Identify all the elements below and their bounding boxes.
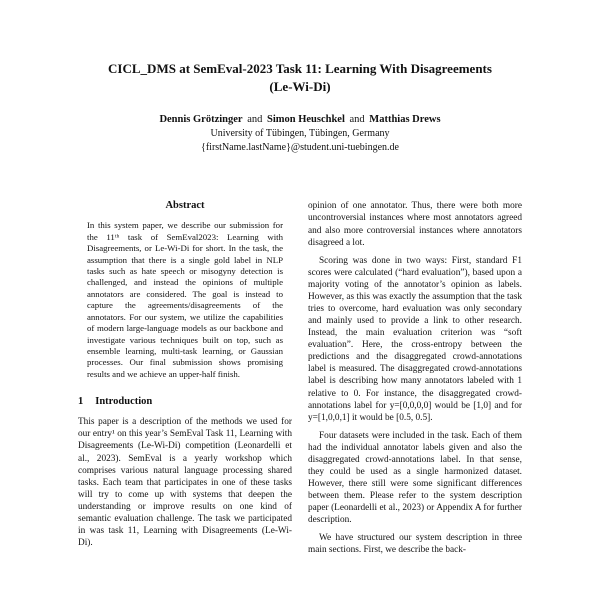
author-name-3: Matthias Drews [369,114,441,126]
right-paragraph-2: Scoring was done in two ways: First, standard F1 scores were calculated (“hard evaluation”), based upon a majority voting of the annotator’s opinion as labels. However, as this was exactly the assumption that the task tries to overcome, hard evaluation was only secondary and mainly used to provide a link to other research. Instead, the main evaluation criterion was “soft evaluation”. Here, the cross-entropy between the predictions and the disaggregated crowd-annotations label is measured. The disaggregated crowd-annotations label is describing how many annotators labeled with 1 relative to 0. For instance, the disaggregated crowd-annotations label for y=[0,0,0,0] would be [1,0] and for y=[1,0,0,1] it would be [0.5, 0.5]. [308,255,522,423]
author-name-2: Simon Heuschkel [266,114,345,126]
section-number: 1 [78,396,84,408]
abstract-text: In this system paper, we describe our submission for the 11ᵗʰ task of SemEval2023: Learning with Disagreements, or Le-Wi-Di for short. In the task, the assumption that there is a single gold label in NLP tasks such as hate speech or misogyny detection is challenged, and instead the opinions of multiple annotators are considered. The goal is instead to capture the agreements/disagreements of the annotators. For our system, we utilize the capabilities of modern large-language models as our backbone and investigate various techniques built on top, such as ensemble learning, multi-task learning, or Gaussian processes. Our final submission shows promising results and we achieve an upper-half finish. [87,220,283,379]
affiliation: University of Tübingen, Tübingen, Germany [210,128,390,140]
section-heading-introduction [78,396,292,407]
section-title: Introduction [95,396,153,408]
abstract-heading: Abstract [165,200,205,212]
author-line [78,114,522,125]
right-column [308,200,522,556]
email-line: {firstName.lastName}@student.uni-tuebingen.de [201,141,399,153]
right-paragraph-3: Four datasets were included in the task. Each of them had the individual annotator labels given and also the disaggregated crowd-annotations label. In that sense, they could be used as a single harmonized dataset. However, there still were some significant differences between them. Please refer to the system description paper (Leonardelli et al., 2023) or Appendix A for further description. [308,430,522,526]
author-separator: and [349,114,365,126]
left-column [78,200,292,556]
two-column-body [78,200,522,556]
author-name-1: Dennis Grötzinger [159,114,243,126]
right-paragraph-1: opinion of one annotator. Thus, there were both more uncontroversial instances where most annotators agreed and also more controversial instances where annotators disagreed a lot. [308,201,522,248]
author-separator: and [247,114,263,126]
paper-title: CICL_DMS at SemEval-2023 Task 11: Learning With Disagreements (Le-Wi-Di) [108,61,492,95]
right-paragraph-4: We have structured our system description in three main sections. First, we describe the back- [308,533,522,556]
intro-paragraph-1: This paper is a description of the methods we used for our entry¹ on this year’s SemEval Task 11, Learning with Disagreements (Le-Wi-Di) competition (Leonardelli et al., 2023). SemEval is a yearly workshop which comprises various natural language processing shared tasks. Each team that participates in one of these tasks will try to come up with systems that deepen the understanding or improve results on one kind of semantic evaluation challenge. The task we participated in was task 11, Learning with Disagreements (Le-Wi-Di). [78,417,292,549]
